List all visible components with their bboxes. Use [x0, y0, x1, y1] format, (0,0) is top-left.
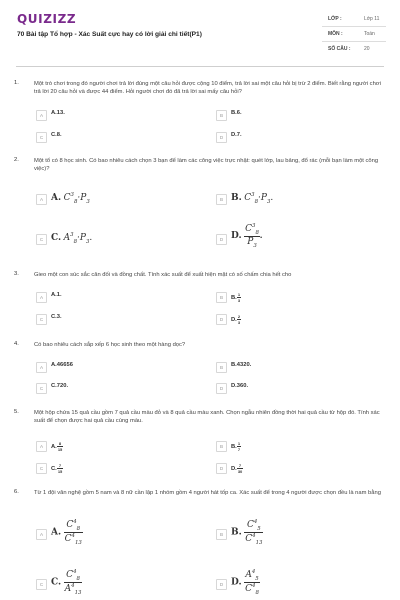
option-text: B.6.	[231, 110, 242, 116]
option-text: B. $\frac{1}{7}$	[231, 441, 241, 452]
option-letter-box: B	[216, 362, 227, 373]
option-text: A. $\frac{8}{15}$	[51, 441, 63, 452]
worksheet-header	[0, 0, 400, 66]
option-text: D.7.	[231, 132, 242, 138]
option-letter-box: C	[36, 383, 47, 394]
option-text: D. $\frac{2}{3}$	[231, 314, 241, 325]
option-letter-box: A	[36, 292, 47, 303]
header-divider	[16, 66, 384, 67]
option-letter-box: C	[36, 579, 47, 590]
worksheet-title: 70 Bài tập Tổ hợp - Xác Suất cực hay có lời giải chi tiết(P1)	[17, 31, 202, 38]
option-text: B. $C^3_8\cdot P_3$.	[231, 192, 274, 205]
option-text: A.46656	[51, 362, 73, 368]
option-letter-box: A	[36, 194, 47, 205]
option-letter-box: A	[36, 362, 47, 373]
quizizz-logo: QUIZIZZ	[17, 12, 77, 26]
question-text: Một tổ có 8 học sinh. Có bao nhiêu cách chọn 3 bạn để làm các công việc trực nhật: quét lớp, lau bảng, đổ rác (mỗi bạn làm một công việc)?	[34, 158, 379, 173]
option-text: B. $\frac{C^4_5}{C^4_{13}}$	[231, 519, 263, 546]
option-letter-box: A	[36, 441, 47, 452]
question-number: 1.	[14, 80, 19, 86]
option-text: B.4320.	[231, 362, 252, 368]
option-letter-box: D	[216, 579, 227, 590]
option-letter-box: C	[36, 234, 47, 245]
option-text: C. $A^3_8\cdot P_3$.	[51, 232, 93, 245]
option-letter-box: B	[216, 194, 227, 205]
option-text: A. $C^3_8\cdot P_3$	[51, 192, 90, 205]
option-text: C.3.	[51, 314, 62, 320]
option-letter-box: C	[36, 314, 47, 325]
option-letter-box: A	[36, 110, 47, 121]
question-number: 6.	[14, 489, 19, 495]
count-label: SỐ CÂU :	[328, 46, 351, 52]
option-text: D. $\frac{C^3_8}{P_3}$ .	[231, 223, 263, 249]
question-text: Từ 1 đội văn nghệ gồm 5 nam và 8 nữ cần lập 1 nhóm gồm 4 người hát tốp ca. Xác suất để trong 4 người được chọn đều là nam bằng	[34, 490, 381, 496]
meta-divider	[322, 41, 386, 42]
option-text: D.360.	[231, 383, 249, 389]
option-text: C. $\frac{7}{15}$	[51, 463, 63, 474]
question-number: 3.	[14, 271, 19, 277]
count-value: 20	[364, 46, 370, 52]
question-number: 4.	[14, 341, 19, 347]
option-text: C.720.	[51, 383, 69, 389]
option-text: D. $\frac{7}{30}$	[231, 463, 243, 474]
option-letter-box: D	[216, 314, 227, 325]
option-letter-box: D	[216, 234, 227, 245]
option-letter-box: D	[216, 132, 227, 143]
class-value: Lớp 11	[364, 16, 380, 22]
option-text: A. $\frac{C^4_8}{C^4_{13}}$	[51, 519, 82, 546]
option-letter-box: B	[216, 529, 227, 540]
subject-label: MÔN :	[328, 31, 343, 37]
option-letter-box: C	[36, 463, 47, 474]
question-text: Một hộp chứa 15 quả cầu gồm 7 quả cầu màu đỏ và 8 quả cầu màu xanh. Chọn ngẫu nhiên đồng thời hai quả cầu từ hộp đó. Tính xác suất để chọn được hai quả cầu cùng màu.	[34, 410, 380, 425]
option-text: A.1.	[51, 292, 62, 298]
question-text: Có bao nhiêu cách sắp xếp 6 học sinh theo một hàng dọc?	[34, 342, 186, 348]
option-letter-box: B	[216, 292, 227, 303]
meta-divider	[322, 26, 386, 27]
option-text: A.13.	[51, 110, 65, 116]
option-text: B. $\frac{1}{3}$	[231, 292, 241, 303]
question-number: 5.	[14, 409, 19, 415]
option-letter-box: C	[36, 132, 47, 143]
question-text: Một trò chơi trong đó người chơi trả lời đúng một câu hỏi được cộng 10 điểm, trả lời sai một câu hỏi bị trừ 2 điểm. Biết rằng người chơi trả lời 20 câu hỏi và được 44 điểm. Hỏi người chơi đó đã trả lời sai mấy câu hỏi?	[34, 81, 381, 96]
option-text: C. $\frac{C^4_8}{A^4_{13}}$	[51, 569, 82, 596]
class-label: LỚP :	[328, 16, 342, 22]
option-letter-box: B	[216, 441, 227, 452]
option-text: C.8.	[51, 132, 62, 138]
subject-value: Toán	[364, 31, 375, 37]
option-letter-box: B	[216, 110, 227, 121]
option-letter-box: D	[216, 383, 227, 394]
option-text: D. $\frac{A^4_5}{C^4_8}$	[231, 569, 259, 596]
option-letter-box: D	[216, 463, 227, 474]
option-letter-box: A	[36, 529, 47, 540]
question-text: Gieo một con súc sắc cân đối và đồng chất. Tính xác suất để xuất hiện mặt có số chấm chia hết cho	[34, 272, 292, 278]
question-number: 2.	[14, 157, 19, 163]
